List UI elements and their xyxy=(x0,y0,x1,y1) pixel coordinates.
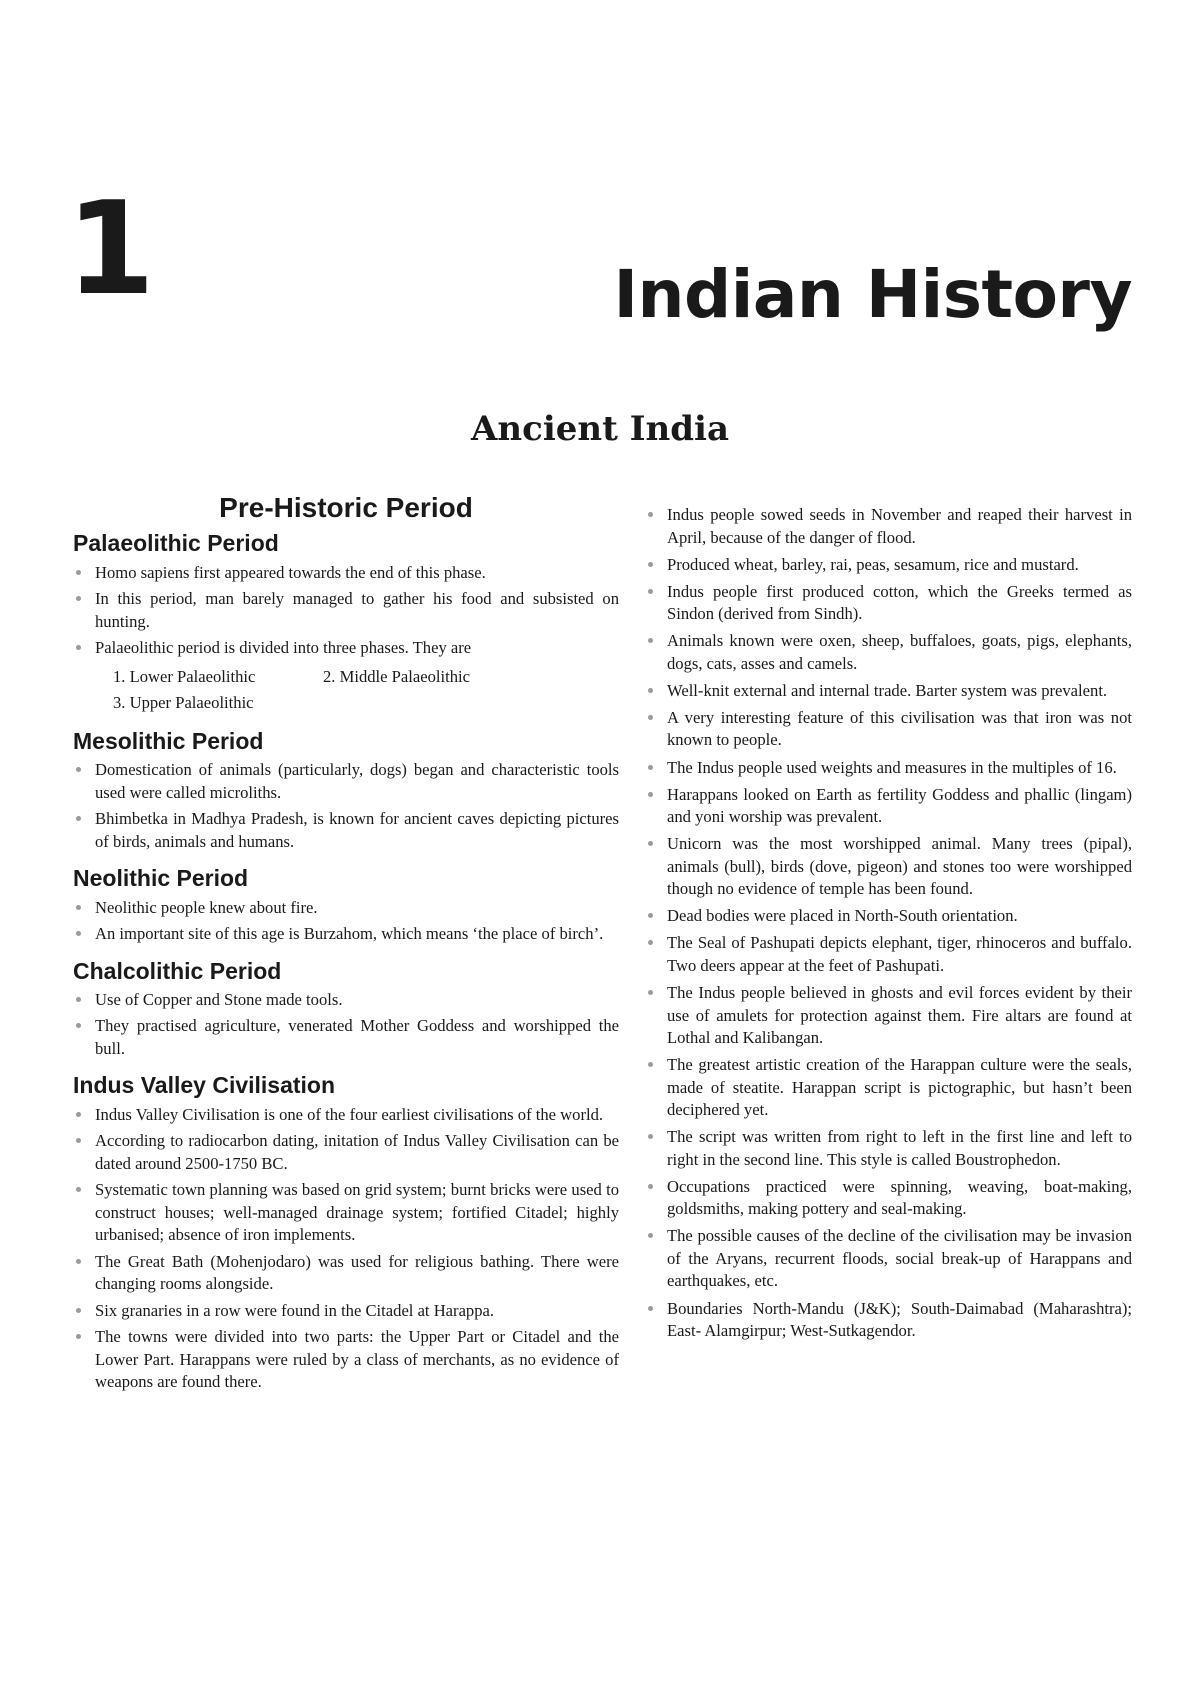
palaeolithic-list xyxy=(73,562,619,660)
list-item: Homo sapiens first appeared towards the end of this phase. xyxy=(73,562,619,585)
mesolithic-list xyxy=(73,759,619,853)
list-item: Dead bodies were placed in North-South orientation. xyxy=(645,905,1132,928)
list-item: The possible causes of the decline of the civilisation may be invasion of the Aryans, recurrent floods, social break-up of Harappans and earthquakes, etc. xyxy=(645,1225,1132,1293)
list-item: Domestication of animals (particularly, dogs) began and characteristic tools used were called microliths. xyxy=(73,759,619,804)
list-item: The script was written from right to left in the first line and left to right in the second line. This style is called Boustrophedon. xyxy=(645,1126,1132,1171)
list-item: Animals known were oxen, sheep, buffaloes, goats, pigs, elephants, dogs, cats, asses and camels. xyxy=(645,630,1132,675)
palaeolithic-phases xyxy=(73,664,619,716)
indus-valley-list-continued xyxy=(645,504,1132,1343)
list-item: The Seal of Pashupati depicts elephant, tiger, rhinoceros and buffalo. Two deers appear at the feet of Pashupati. xyxy=(645,932,1132,977)
list-item: Indus people first produced cotton, which the Greeks termed as Sindon (derived from Sindh). xyxy=(645,581,1132,626)
list-item: Occupations practiced were spinning, weaving, boat-making, goldsmiths, making pottery and seal-making. xyxy=(645,1176,1132,1221)
chapter-number: 1 xyxy=(66,175,154,324)
list-item: The Indus people believed in ghosts and evil forces evident by their use of amulets for protection against them. Fire altars are found at Lothal and Kalibangan. xyxy=(645,982,1132,1050)
list-item: Well-knit external and internal trade. Barter system was prevalent. xyxy=(645,680,1132,703)
chalcolithic-heading: Chalcolithic Period xyxy=(73,957,282,984)
list-item: Bhimbetka in Madhya Pradesh, is known for ancient caves depicting pictures of birds, animals and humans. xyxy=(73,808,619,853)
list-item: According to radiocarbon dating, initation of Indus Valley Civilisation can be dated around 2500-1750 BC. xyxy=(73,1130,619,1175)
indus-valley-list xyxy=(73,1104,619,1394)
list-item: Harappans looked on Earth as fertility Goddess and phallic (lingam) and yoni worship was prevalent. xyxy=(645,784,1132,829)
phase-item: 3. Upper Palaeolithic xyxy=(113,692,254,712)
list-item: Unicorn was the most worshipped animal. Many trees (pipal), animals (bull), birds (dove, pigeon) and stones too were worshipped though no evidence of temple has been found. xyxy=(645,833,1132,901)
right-column xyxy=(645,504,1132,1347)
list-item: Systematic town planning was based on grid system; burnt bricks were used to construct houses; well-managed drainage system; fortified Citadel; highly urbanised; absence of iron implements. xyxy=(73,1179,619,1247)
list-item: An important site of this age is Burzahom, which means ‘the place of birch’. xyxy=(73,923,619,946)
list-item: Use of Copper and Stone made tools. xyxy=(73,989,619,1012)
list-item: A very interesting feature of this civilisation was that iron was not known to people. xyxy=(645,707,1132,752)
chapter-title: Indian History xyxy=(613,256,1132,333)
mesolithic-heading: Mesolithic Period xyxy=(73,727,264,754)
phase-item: 1. Lower Palaeolithic xyxy=(113,666,256,686)
list-item: Boundaries North-Mandu (J&K); South-Daimabad (Maharashtra); East- Alamgirpur; West-Sutkagendor. xyxy=(645,1298,1132,1343)
left-column xyxy=(73,492,619,1398)
palaeolithic-heading: Palaeolithic Period xyxy=(73,530,279,557)
list-item: Produced wheat, barley, rai, peas, sesamum, rice and mustard. xyxy=(645,554,1132,577)
list-item: Six granaries in a row were found in the Citadel at Harappa. xyxy=(73,1300,619,1323)
indus-valley-heading: Indus Valley Civilisation xyxy=(73,1072,336,1099)
list-item: The Great Bath (Mohenjodaro) was used for religious bathing. There were changing rooms alongside. xyxy=(73,1251,619,1296)
list-item: The towns were divided into two parts: the Upper Part or Citadel and the Lower Part. Harappans were ruled by a class of merchants, as no evidence of weapons are found there. xyxy=(73,1326,619,1394)
list-item: The Indus people used weights and measures in the multiples of 16. xyxy=(645,757,1132,780)
pre-historic-heading: Pre-Historic Period xyxy=(219,492,473,523)
list-item: They practised agriculture, venerated Mother Goddess and worshipped the bull. xyxy=(73,1015,619,1060)
phase-item: 2. Middle Palaeolithic xyxy=(323,666,471,686)
list-item: Indus people sowed seeds in November and reaped their harvest in April, because of the danger of flood. xyxy=(645,504,1132,549)
list-item: Neolithic people knew about fire. xyxy=(73,897,619,920)
list-item: Indus Valley Civilisation is one of the four earliest civilisations of the world. xyxy=(73,1104,619,1127)
section-title: Ancient India xyxy=(471,409,729,449)
list-item: The greatest artistic creation of the Harappan culture were the seals, made of steatite. Harappan script is pictographic, but hasn’t been deciphered yet. xyxy=(645,1054,1132,1122)
list-item: In this period, man barely managed to gather his food and subsisted on hunting. xyxy=(73,588,619,633)
list-item: Palaeolithic period is divided into three phases. They are xyxy=(73,637,619,660)
chalcolithic-list xyxy=(73,989,619,1061)
neolithic-list xyxy=(73,897,619,946)
neolithic-heading: Neolithic Period xyxy=(73,865,249,892)
